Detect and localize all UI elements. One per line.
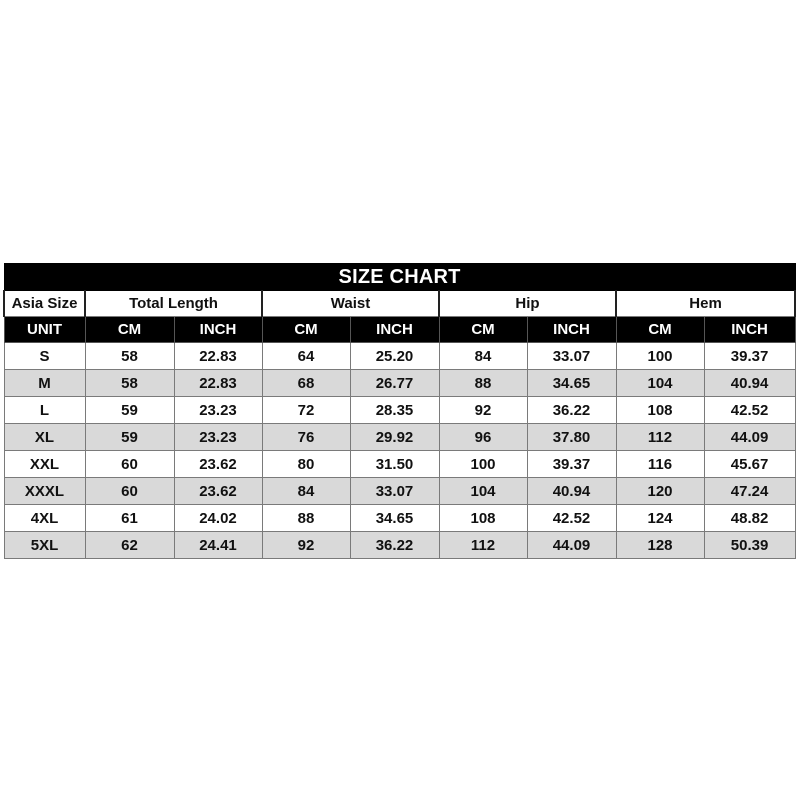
measurement-cell: 26.77 xyxy=(350,370,439,397)
size-label-cell: S xyxy=(4,343,85,370)
measurement-cell: 42.52 xyxy=(527,505,616,532)
measurement-cell: 108 xyxy=(439,505,527,532)
measurement-cell: 59 xyxy=(85,424,174,451)
group-header-row xyxy=(4,291,795,317)
size-rows xyxy=(4,343,795,559)
measurement-cell: 84 xyxy=(262,478,350,505)
size-label-cell: 5XL xyxy=(4,532,85,559)
measurement-cell: 104 xyxy=(616,370,704,397)
measurement-cell: 22.83 xyxy=(174,370,262,397)
size-label-cell: XXL xyxy=(4,451,85,478)
measurement-cell: 22.83 xyxy=(174,343,262,370)
measurement-cell: 80 xyxy=(262,451,350,478)
size-label-cell: L xyxy=(4,397,85,424)
measurement-cell: 39.37 xyxy=(704,343,795,370)
measurement-cell: 72 xyxy=(262,397,350,424)
measurement-cell: 60 xyxy=(85,451,174,478)
unit-header-label: UNIT xyxy=(4,317,85,343)
measurement-cell: 104 xyxy=(439,478,527,505)
measurement-cell: 34.65 xyxy=(350,505,439,532)
measurement-cell: 112 xyxy=(616,424,704,451)
measurement-cell: 62 xyxy=(85,532,174,559)
measurement-cell: 23.62 xyxy=(174,451,262,478)
unit-header-inch: INCH xyxy=(527,317,616,343)
measurement-cell: 29.92 xyxy=(350,424,439,451)
measurement-cell: 23.23 xyxy=(174,424,262,451)
measurement-cell: 58 xyxy=(85,370,174,397)
measurement-cell: 88 xyxy=(439,370,527,397)
unit-header-inch: INCH xyxy=(350,317,439,343)
unit-header-inch: INCH xyxy=(704,317,795,343)
measurement-cell: 112 xyxy=(439,532,527,559)
table-row xyxy=(4,505,795,532)
unit-header-cm: CM xyxy=(262,317,350,343)
measurement-cell: 92 xyxy=(439,397,527,424)
measurement-cell: 24.41 xyxy=(174,532,262,559)
measurement-cell: 88 xyxy=(262,505,350,532)
measurement-cell: 40.94 xyxy=(527,478,616,505)
measurement-cell: 44.09 xyxy=(704,424,795,451)
size-label-cell: XXXL xyxy=(4,478,85,505)
size-label-cell: XL xyxy=(4,424,85,451)
table-row xyxy=(4,343,795,370)
measurement-cell: 92 xyxy=(262,532,350,559)
measurement-cell: 24.02 xyxy=(174,505,262,532)
table-row xyxy=(4,532,795,559)
measurement-cell: 36.22 xyxy=(527,397,616,424)
group-header-hem: Hem xyxy=(616,291,795,317)
unit-header-cm: CM xyxy=(616,317,704,343)
measurement-cell: 36.22 xyxy=(350,532,439,559)
measurement-cell: 42.52 xyxy=(704,397,795,424)
measurement-cell: 39.37 xyxy=(527,451,616,478)
unit-header-cm: CM xyxy=(85,317,174,343)
size-label-cell: M xyxy=(4,370,85,397)
table-row xyxy=(4,370,795,397)
measurement-cell: 40.94 xyxy=(704,370,795,397)
measurement-cell: 48.82 xyxy=(704,505,795,532)
unit-header-cm: CM xyxy=(439,317,527,343)
measurement-cell: 124 xyxy=(616,505,704,532)
measurement-cell: 59 xyxy=(85,397,174,424)
unit-header-row xyxy=(4,317,795,343)
measurement-cell: 68 xyxy=(262,370,350,397)
measurement-cell: 50.39 xyxy=(704,532,795,559)
measurement-cell: 28.35 xyxy=(350,397,439,424)
measurement-cell: 61 xyxy=(85,505,174,532)
group-header-hip: Hip xyxy=(439,291,616,317)
group-header-asia-size: Asia Size xyxy=(4,291,85,317)
measurement-cell: 100 xyxy=(439,451,527,478)
chart-title: SIZE CHART xyxy=(4,264,795,291)
measurement-cell: 58 xyxy=(85,343,174,370)
measurement-cell: 44.09 xyxy=(527,532,616,559)
size-chart-table xyxy=(3,263,796,559)
measurement-cell: 96 xyxy=(439,424,527,451)
table-row xyxy=(4,397,795,424)
measurement-cell: 108 xyxy=(616,397,704,424)
measurement-cell: 23.23 xyxy=(174,397,262,424)
measurement-cell: 116 xyxy=(616,451,704,478)
measurement-cell: 100 xyxy=(616,343,704,370)
measurement-cell: 45.67 xyxy=(704,451,795,478)
group-header-waist: Waist xyxy=(262,291,439,317)
measurement-cell: 60 xyxy=(85,478,174,505)
measurement-cell: 23.62 xyxy=(174,478,262,505)
unit-header-inch: INCH xyxy=(174,317,262,343)
measurement-cell: 64 xyxy=(262,343,350,370)
measurement-cell: 31.50 xyxy=(350,451,439,478)
measurement-cell: 37.80 xyxy=(527,424,616,451)
measurement-cell: 25.20 xyxy=(350,343,439,370)
measurement-cell: 33.07 xyxy=(350,478,439,505)
size-label-cell: 4XL xyxy=(4,505,85,532)
table-row xyxy=(4,451,795,478)
measurement-cell: 84 xyxy=(439,343,527,370)
measurement-cell: 47.24 xyxy=(704,478,795,505)
measurement-cell: 33.07 xyxy=(527,343,616,370)
measurement-cell: 76 xyxy=(262,424,350,451)
group-header-total-length: Total Length xyxy=(85,291,262,317)
measurement-cell: 120 xyxy=(616,478,704,505)
measurement-cell: 34.65 xyxy=(527,370,616,397)
table-row xyxy=(4,424,795,451)
table-row xyxy=(4,478,795,505)
measurement-cell: 128 xyxy=(616,532,704,559)
